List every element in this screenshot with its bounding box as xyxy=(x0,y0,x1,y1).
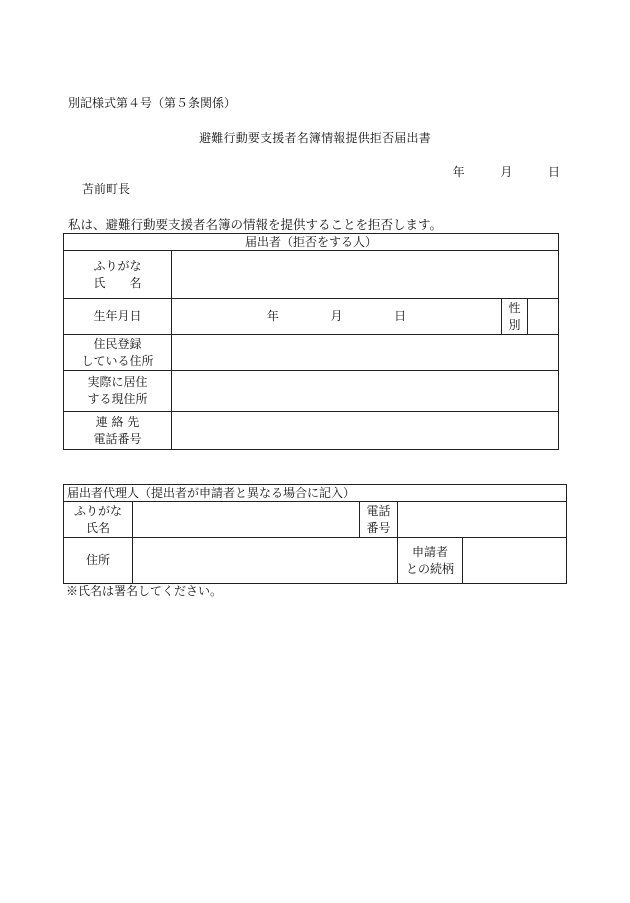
proxy-phone-label-line2: 番号 xyxy=(366,520,391,535)
contact-label xyxy=(64,412,172,450)
proxy-name-field[interactable] xyxy=(133,502,360,538)
proxy-phone-field[interactable] xyxy=(398,502,567,538)
proxy-address-label: 住所 xyxy=(64,538,133,584)
proxy-phone-label-line1: 電話 xyxy=(366,503,391,518)
proxy-furigana-label: ふりがな xyxy=(73,503,122,518)
gender-label-line1: 性 xyxy=(508,300,521,315)
registered-address-label-line1: 住民登録 xyxy=(93,336,142,351)
current-address-label xyxy=(64,371,172,412)
document-title: 避難行動要支援者名簿情報提供拒否届出書 xyxy=(199,131,431,145)
proxy-name-label xyxy=(64,502,133,538)
birthdate-month-unit: 月 xyxy=(330,309,343,323)
proxy-relation-label-line1: 申請者 xyxy=(411,544,448,559)
applicant-table xyxy=(63,233,559,450)
current-address-field[interactable] xyxy=(172,371,559,412)
date-month-unit: 月 xyxy=(500,165,513,179)
proxy-phone-label xyxy=(360,502,398,538)
current-address-label-line2: する現住所 xyxy=(87,392,148,406)
name-label: 氏 名 xyxy=(93,275,142,290)
proxy-section-title: 届出者代理人（提出者が申請者と異なる場合に記入） xyxy=(64,485,567,502)
declaration-text: 私は、避難行動要支援者名簿の情報を提供することを拒否します。 xyxy=(68,217,443,232)
contact-phone-field[interactable] xyxy=(172,412,559,450)
registered-address-label xyxy=(64,335,172,371)
submission-date xyxy=(453,165,560,180)
proxy-name-label-text: 氏名 xyxy=(85,520,110,535)
registered-address-label-line2: している住所 xyxy=(81,353,154,368)
signature-note: ※氏名は署名してください。 xyxy=(66,584,223,598)
applicant-name-label xyxy=(64,251,172,299)
birthdate-field[interactable] xyxy=(172,299,502,335)
proxy-relation-label-line2: との続柄 xyxy=(405,561,454,576)
applicant-section-title: 届出者（拒否をする人） xyxy=(64,234,559,251)
addressee: 苫前町長 xyxy=(82,182,131,196)
proxy-address-field[interactable] xyxy=(133,538,398,584)
birthdate-year-unit: 年 xyxy=(266,309,279,323)
contact-label-line2: 電話番号 xyxy=(93,431,142,446)
birthdate-label: 生年月日 xyxy=(64,299,172,335)
gender-label xyxy=(502,299,528,335)
gender-label-line2: 別 xyxy=(508,317,521,332)
date-year-unit: 年 xyxy=(452,165,465,179)
proxy-table xyxy=(63,484,567,584)
gender-field[interactable] xyxy=(528,299,559,335)
registered-address-field[interactable] xyxy=(172,335,559,371)
furigana-label: ふりがな xyxy=(93,258,142,273)
birthdate-day-unit: 日 xyxy=(394,309,407,323)
proxy-relation-label xyxy=(398,538,463,584)
proxy-relation-field[interactable] xyxy=(463,538,567,584)
form-number: 別記様式第４号（第５条関係） xyxy=(68,96,237,110)
contact-label-line1: 連 絡 先 xyxy=(95,414,140,429)
applicant-name-field[interactable] xyxy=(172,251,559,299)
date-day-unit: 日 xyxy=(547,165,560,179)
current-address-label-line1: 実際に居住 xyxy=(87,375,148,389)
